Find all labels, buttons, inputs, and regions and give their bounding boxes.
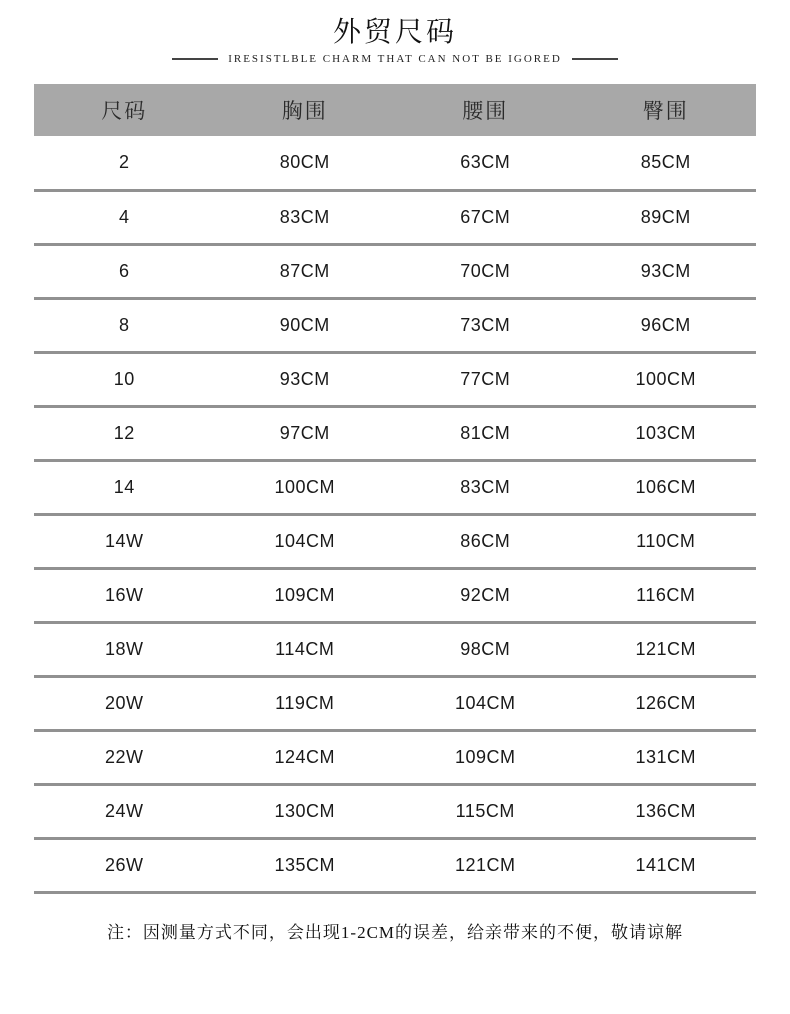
table-cell: 12 — [34, 406, 215, 460]
table-cell: 100CM — [215, 460, 396, 514]
table-cell: 119CM — [215, 676, 396, 730]
table-cell: 18W — [34, 622, 215, 676]
table-cell: 8 — [34, 298, 215, 352]
table-cell: 121CM — [576, 622, 757, 676]
column-header: 尺码 — [34, 84, 215, 136]
table-cell: 104CM — [395, 676, 576, 730]
size-table-body — [34, 136, 756, 892]
table-row — [34, 784, 756, 838]
table-row — [34, 406, 756, 460]
table-cell: 104CM — [215, 514, 396, 568]
table-cell: 14 — [34, 460, 215, 514]
table-row — [34, 136, 756, 190]
table-cell: 98CM — [395, 622, 576, 676]
table-cell: 83CM — [215, 190, 396, 244]
table-cell: 115CM — [395, 784, 576, 838]
table-cell: 126CM — [576, 676, 757, 730]
table-cell: 85CM — [576, 136, 757, 190]
table-row — [34, 190, 756, 244]
measurement-note: 注：因测量方式不同，会出现1-2CM的误差，给亲带来的不便，敬请谅解 — [106, 922, 684, 942]
table-row — [34, 298, 756, 352]
table-cell: 93CM — [215, 352, 396, 406]
table-cell: 77CM — [395, 352, 576, 406]
header-row — [34, 84, 756, 136]
table-cell: 20W — [34, 676, 215, 730]
table-cell: 106CM — [576, 460, 757, 514]
table-row — [34, 460, 756, 514]
page-subtitle: IRESISTLBLE CHARM THAT CAN NOT BE IGORED — [228, 53, 562, 65]
table-cell: 109CM — [215, 568, 396, 622]
table-cell: 81CM — [395, 406, 576, 460]
table-cell: 16W — [34, 568, 215, 622]
table-cell: 80CM — [215, 136, 396, 190]
page-header — [0, 14, 790, 65]
table-cell: 114CM — [215, 622, 396, 676]
table-cell: 130CM — [215, 784, 396, 838]
table-cell: 22W — [34, 730, 215, 784]
table-row — [34, 352, 756, 406]
subtitle-row — [0, 53, 790, 65]
size-table-header — [34, 84, 756, 136]
table-cell: 92CM — [395, 568, 576, 622]
column-header: 腰围 — [395, 84, 576, 136]
table-cell: 124CM — [215, 730, 396, 784]
table-row — [34, 838, 756, 892]
table-row — [34, 730, 756, 784]
subtitle-right-line — [572, 58, 618, 60]
subtitle-left-line — [172, 58, 218, 60]
table-cell: 4 — [34, 190, 215, 244]
size-table — [34, 84, 756, 894]
table-cell: 136CM — [576, 784, 757, 838]
table-cell: 6 — [34, 244, 215, 298]
table-row — [34, 514, 756, 568]
table-cell: 89CM — [576, 190, 757, 244]
table-row — [34, 622, 756, 676]
table-cell: 121CM — [395, 838, 576, 892]
table-cell: 14W — [34, 514, 215, 568]
table-cell: 73CM — [395, 298, 576, 352]
table-cell: 135CM — [215, 838, 396, 892]
table-cell: 100CM — [576, 352, 757, 406]
table-cell: 93CM — [576, 244, 757, 298]
table-cell: 24W — [34, 784, 215, 838]
table-cell: 96CM — [576, 298, 757, 352]
table-cell: 90CM — [215, 298, 396, 352]
table-cell: 103CM — [576, 406, 757, 460]
table-cell: 67CM — [395, 190, 576, 244]
table-cell: 83CM — [395, 460, 576, 514]
page-title: 外贸尺码 — [332, 16, 457, 47]
table-row — [34, 244, 756, 298]
table-row — [34, 568, 756, 622]
column-header: 胸围 — [215, 84, 396, 136]
table-cell: 2 — [34, 136, 215, 190]
table-cell: 141CM — [576, 838, 757, 892]
table-cell: 97CM — [215, 406, 396, 460]
table-row — [34, 676, 756, 730]
table-cell: 70CM — [395, 244, 576, 298]
table-cell: 26W — [34, 838, 215, 892]
table-cell: 63CM — [395, 136, 576, 190]
table-cell: 87CM — [215, 244, 396, 298]
table-cell: 109CM — [395, 730, 576, 784]
table-cell: 110CM — [576, 514, 757, 568]
table-cell: 10 — [34, 352, 215, 406]
column-header: 臀围 — [576, 84, 757, 136]
table-cell: 86CM — [395, 514, 576, 568]
table-cell: 116CM — [576, 568, 757, 622]
table-cell: 131CM — [576, 730, 757, 784]
